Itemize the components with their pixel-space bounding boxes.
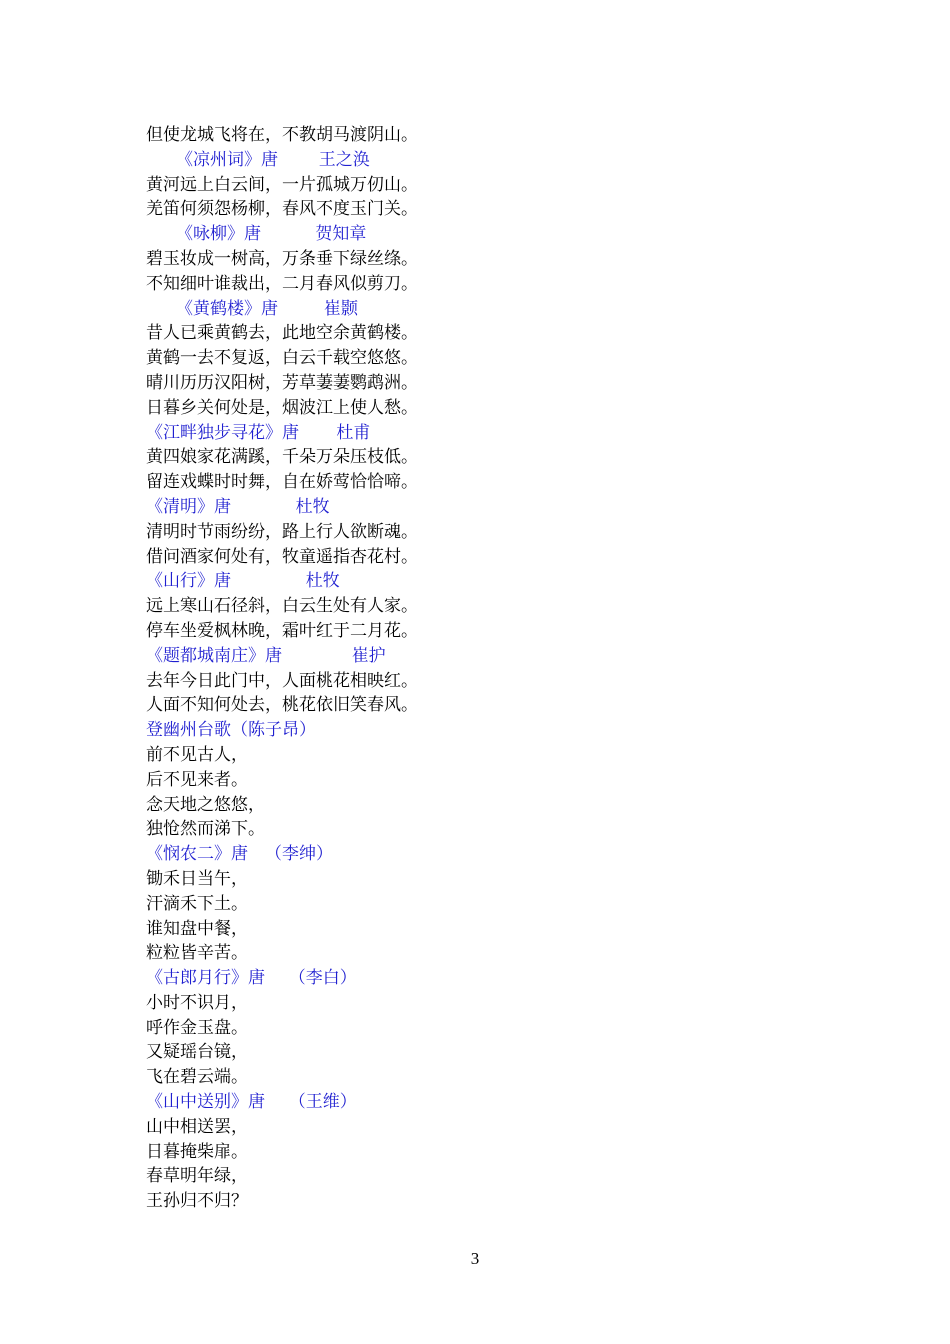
verse-line: 去年今日此门中，人面桃花相映红。 [146,670,418,691]
verse-line: 停车坐爱枫林晚，霜叶红于二月花。 [146,620,418,641]
verse-line: 谁知盘中餐， [146,918,248,939]
poem-title-text: 《悯农二》唐 [146,844,248,865]
poem-title-text: 《清明》唐 [146,496,231,517]
poem-title-text: 《古郎月行》唐 [146,968,265,989]
verse-line: 念天地之悠悠， [146,794,265,815]
poem-title [146,222,846,247]
verse-line: 黄四娘家花满蹊，千朵万朵压枝低。 [146,447,418,468]
poem-title-text: 《咏柳》唐 [176,224,261,245]
poem-author: （王维） [288,1092,357,1113]
verse-line: 日暮掩柴扉。 [146,1141,248,1162]
poem-title-text: 登幽州台歌（陈子昂） [146,720,316,741]
poem-title-text: 《山中送别》唐 [146,1092,265,1113]
poem-author: 崔颢 [323,298,358,319]
poem-title [146,569,846,594]
verse-line: 但使龙城飞将在，不教胡马渡阴山。 [146,125,418,145]
verse-line: 日暮乡关何处是，烟波江上使人愁。 [146,397,418,418]
verse-line: 碧玉妆成一树高，万条垂下绿丝绦。 [146,248,418,269]
poem-title-text: 《江畔独步寻花》唐 [146,422,299,443]
verse-line: 留连戏蝶时时舞，自在娇莺恰恰啼。 [146,472,418,493]
poem-author: （李白） [288,968,357,989]
verse-line: 晴川历历汉阳树，芳草萋萋鹦鹉洲。 [146,372,418,393]
verse-line: 独怆然而涕下。 [146,819,265,840]
poem-body [146,123,846,1214]
poem-author: 崔护 [351,645,386,666]
verse-line: 不知细叶谁裁出，二月春风似剪刀。 [146,273,418,294]
verse-line: 昔人已乘黄鹤去，此地空余黄鹤楼。 [146,323,418,344]
poem-title [146,842,846,867]
verse-line: 黄鹤一去不复返，白云千载空悠悠。 [146,348,418,369]
verse-line: 后不见来者。 [146,769,248,790]
poem-author: 杜牧 [295,496,330,517]
poem-author: 王之涣 [318,149,370,170]
verse-line: 远上寒山石径斜，白云生处有人家。 [146,596,418,617]
verse-line: 山中相送罢， [146,1116,248,1137]
poem-title [146,297,846,322]
verse-line: 春草明年绿， [146,1166,248,1187]
poem-title [146,718,846,743]
poem-author: 杜牧 [305,571,340,592]
poem-author: 杜甫 [336,422,371,443]
verse-line: 人面不知何处去，桃花依旧笑春风。 [146,695,418,716]
verse-line: 飞在碧云端。 [146,1067,248,1088]
page-number: 3 [470,1249,480,1268]
poem-title [146,1090,846,1115]
verse-line: 呼作金玉盘。 [146,1017,248,1038]
poem-title [146,495,846,520]
verse-line: 借问酒家何处有，牧童遥指杏花村。 [146,546,418,567]
verse-line: 汗滴禾下土。 [146,893,248,914]
verse-line: 羌笛何须怨杨柳，春风不度玉门关。 [146,199,418,220]
verse-line: 小时不识月， [146,992,248,1013]
verse-line: 锄禾日当午， [146,868,248,889]
poem-title [146,421,846,446]
poem-title-text: 《凉州词》唐 [176,149,278,170]
verse-line: 清明时节雨纷纷，路上行人欲断魂。 [146,521,418,542]
poem-title [146,644,846,669]
poem-author: 贺知章 [315,224,367,245]
poem-title-text: 《黄鹤楼》唐 [176,298,278,319]
poem-author: （李绅） [265,844,333,865]
verse-line: 王孙归不归？ [146,1191,248,1212]
verse-line: 又疑瑶台镜， [146,1042,248,1063]
poem-title-text: 《题都城南庄》唐 [146,645,282,666]
poem-title-text: 《山行》唐 [146,571,231,592]
poem-title [146,148,846,173]
verse-line: 黄河远上白云间，一片孤城万仞山。 [146,174,418,195]
verse-line: 前不见古人， [146,744,248,765]
poem-title [146,966,846,991]
verse-line: 粒粒皆辛苦。 [146,943,248,964]
